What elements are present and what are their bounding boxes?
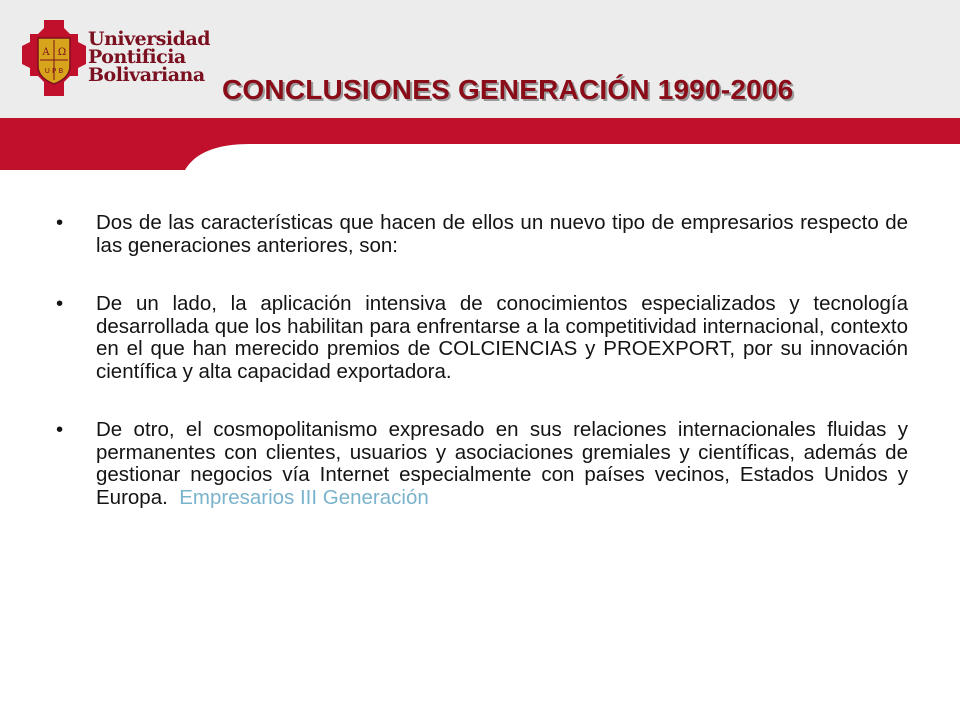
empresarios-link[interactable]: Empresarios III Generación (179, 485, 429, 509)
cross-shield-icon (22, 20, 86, 96)
bullet-marker: • (56, 292, 64, 315)
bullet-item-1 (56, 212, 908, 257)
university-logo (22, 20, 212, 100)
university-wordmark (88, 30, 210, 84)
bullet-marker: • (56, 211, 64, 234)
bullet-text-1: Dos de las características que hacen de ellos un nuevo tipo de empresarios respecto de las generaciones anteriores, son: (96, 211, 908, 257)
bullet-marker: • (56, 418, 64, 441)
bullet-item-2 (56, 293, 908, 383)
bullet-text-2: De un lado, la aplicación intensiva de conocimientos especializados y tecnología desarrollada que los habilitan para enfrentarse a la competitividad internacional, contexto en el que han merecido premios de COLCIENCIAS y PROEXPORT, por su innovación científica y alta capacidad exportadora. (96, 292, 908, 383)
slide-body (56, 212, 908, 545)
svg-text:Ω: Ω (57, 47, 67, 58)
logo-line-3: Bolivariana (88, 64, 205, 86)
svg-text:U P B: U P B (44, 67, 64, 75)
logo-line-1: Universidad (88, 28, 211, 50)
logo-line-2: Pontificia (88, 46, 186, 68)
bullet-item-3 (56, 419, 908, 509)
bullet-text-3: De otro, el cosmopolitanismo expresado en sus relaciones internacionales fluidas y permanentes con clientes, usuarios y asociaciones gremiales y científicas, además de gestionar negocios vía Internet especialmente con países vecinos, Estados Unidos y Europa. (96, 418, 908, 509)
slide-title: CONCLUSIONES GENERACIÓN 1990-2006 (222, 74, 794, 105)
header-red-band (0, 118, 960, 170)
svg-text:A: A (42, 47, 50, 58)
